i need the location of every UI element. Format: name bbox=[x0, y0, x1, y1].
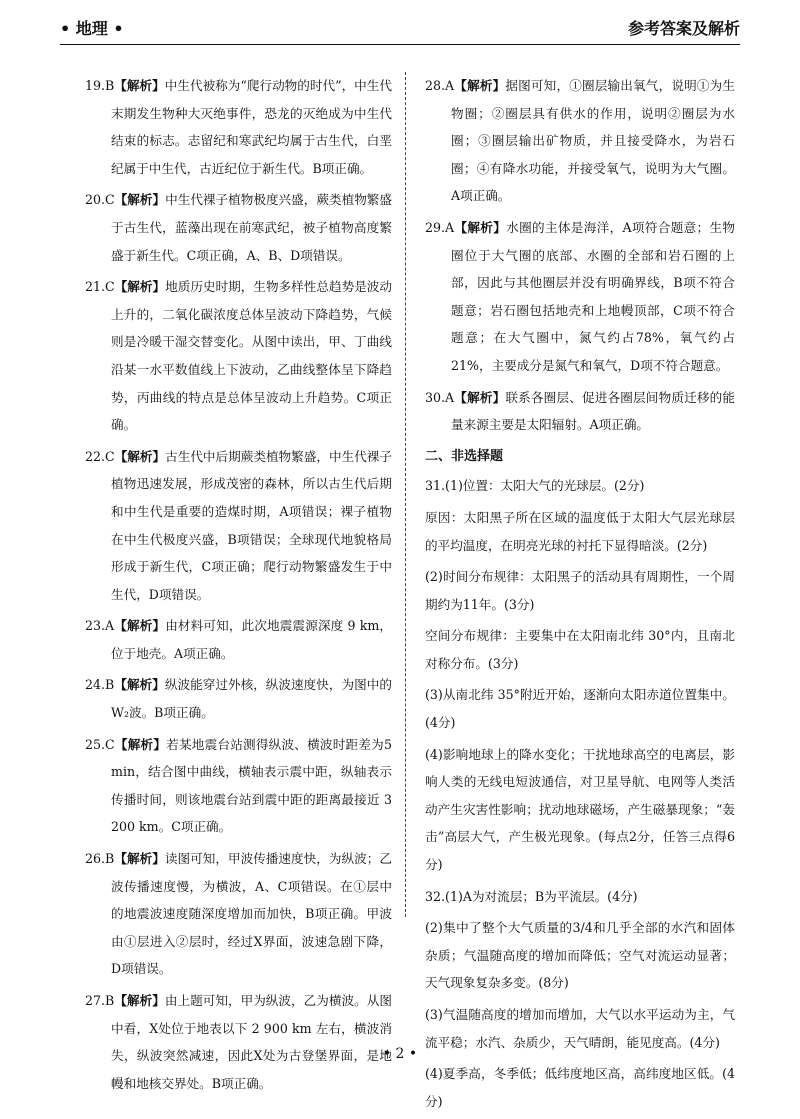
answer-24 bbox=[85, 671, 392, 726]
answer-25 bbox=[85, 731, 392, 841]
analysis-tag: 【解析】 bbox=[114, 279, 166, 295]
answer-text: 古生代中后期蕨类植物繁盛，中生代裸子植物迅速发展，形成茂密的森林，所以古生代后期和中生代是重要的造煤时期，A项错误；裸子植物在中生代极度兴盛，B项错误；全球现代地貌格局形成于新生代，C项正确；爬行动物繁盛发生于中生代，D项错误。 bbox=[111, 448, 393, 602]
answer-text: 据图可知，①圈层输出氧气，说明①为生物圈；②圈层具有供水的作用，说明②圈层为水圈；③圈层输出矿物质，并且接受降水，为岩石圈；④有降水功能，并接受氧气，说明为大气圈。A项正确。 bbox=[451, 78, 736, 204]
analysis-tag: 【解析】 bbox=[114, 993, 165, 1008]
answer-text: 由材料可知，此次地震震源深度 9 km，位于地壳。A项正确。 bbox=[111, 618, 393, 661]
answer-text: 中生代被称为“爬行动物的时代”，中生代末期发生物种大灭绝事件，恐龙的灭绝成为中生代结束的标志。志留纪和寒武纪均属于古生代，白垩纪属于中生代，古近纪位于新生代。B项正确。 bbox=[111, 78, 392, 176]
section-title: 二、非选择题 bbox=[425, 448, 504, 464]
answer-number: 29.A bbox=[425, 219, 455, 235]
analysis-tag: 【解析】 bbox=[454, 78, 506, 93]
left-column bbox=[85, 72, 392, 1101]
answer-23 bbox=[85, 612, 392, 667]
analysis-tag: 【解析】 bbox=[114, 851, 165, 867]
analysis-tag: 【解析】 bbox=[114, 618, 166, 634]
answer-number: 22.C bbox=[85, 448, 115, 464]
header-rule bbox=[60, 44, 740, 45]
answer-28 bbox=[425, 72, 735, 210]
right-column bbox=[425, 72, 735, 1119]
answer-number: 30.A bbox=[425, 389, 455, 405]
answer-19 bbox=[85, 72, 392, 182]
q31-part4: (4)影响地球上的降水变化；干扰地球高空的电离层，影响人类的无线电短波通信，对卫星导航、电网等人类活动产生灾害性影响；扰动地球磁场，产生磁暴现象；“轰击”高层大气，产生极光现象。(每点2分，任答三点得6分) bbox=[425, 746, 735, 873]
analysis-tag: 【解析】 bbox=[114, 192, 166, 208]
analysis-tag: 【解析】 bbox=[114, 677, 165, 693]
answer-number: 20.C bbox=[85, 192, 115, 208]
q32-part2: (2)集中了整个大气质量的3/4和几乎全部的水汽和固体杂质；气温随高度的增加而降低；空气对流运动显著；天气现象复杂多变。(8分) bbox=[425, 920, 735, 991]
answer-text: 地质历史时期，生物多样性总趋势是波动上升的，二氧化碳浓度总体呈波动下降趋势，气候则是冷暖干湿交替变化。从图中读出，甲、丁曲线沿某一水平数值线上下波动，乙曲线整体呈下降趋势，丙曲线的特点是总体呈波动上升趋势。C项正确。 bbox=[111, 279, 393, 433]
analysis-tag: 【解析】 bbox=[454, 219, 507, 235]
answer-text: 纵波能穿过外核，纵波速度快，为图中的W₂波。B项正确。 bbox=[111, 677, 393, 721]
page-number: • 2 • bbox=[382, 1046, 418, 1062]
answer-number: 24.B bbox=[85, 677, 115, 693]
answer-text: 中生代裸子植物极度兴盛，蕨类植物繁盛于古生代，蓝藻出现在前寒武纪，被子植物高度繁盛于新生代。C项正确，A、B、D项错误。 bbox=[111, 192, 393, 263]
analysis-tag: 【解析】 bbox=[114, 448, 166, 464]
q31-reason: 原因：太阳黑子所在区域的温度低于太阳大气层光球层的平均温度，在明亮光球的衬托下显得暗淡。(2分) bbox=[425, 509, 735, 553]
answer-text: 若某地震台站测得纵波、横波时距差为5 min，结合图中曲线，横轴表示震中距，纵轴表示传播时间，则该地震台站到震中距的距离最接近 3 200 km。C项正确。 bbox=[111, 736, 393, 835]
header-title: 参考答案及解析 bbox=[627, 19, 740, 38]
answer-number: 28.A bbox=[425, 78, 455, 93]
q31-part2-space: 空间分布规律：主要集中在太阳南北纬 30°内，且南北对称分布。(3分) bbox=[425, 628, 735, 671]
column-divider bbox=[405, 72, 406, 917]
q32-part4: (4)夏季高，冬季低；低纬度地区高，高纬度地区低。(4分) bbox=[425, 1066, 735, 1109]
answer-21 bbox=[85, 273, 392, 439]
answer-number: 27.B bbox=[85, 993, 115, 1008]
answer-29 bbox=[425, 214, 735, 380]
q31-part3: (3)从南北纬 35°附近开始，逐渐向太阳赤道位置集中。(4分) bbox=[425, 687, 735, 731]
answer-26 bbox=[85, 845, 392, 983]
analysis-tag: 【解析】 bbox=[114, 78, 165, 93]
answer-number: 19.B bbox=[85, 78, 115, 93]
answer-text: 联系各圈层、促进各圈层间物质迁移的能量来源主要是太阳辐射。A项正确。 bbox=[451, 389, 736, 433]
answer-30 bbox=[425, 384, 735, 439]
answer-number: 21.C bbox=[85, 279, 115, 295]
answer-text: 水圈的主体是海洋，A项符合题意；生物圈位于大气圈的底部、水圈的全部和岩石圈的上部，因此与其他圈层并没有明确界线，B项不符合题意；岩石圈包括地壳和上地幔顶部，C项不符合题意；在大气圈中，氮气约占78%，氧气约占21%，主要成分是氮气和氧气，D项不符合题意。 bbox=[451, 219, 735, 373]
answer-number: 26.B bbox=[85, 851, 115, 867]
answer-number: 23.A bbox=[85, 618, 115, 634]
answer-27 bbox=[85, 987, 392, 1097]
answer-text: 由上题可知，甲为纵波，乙为横波。从图中看，X处位于地表以下 2 900 km 左右，横波消失，纵波突然减速，因此X处为古登堡界面，是地幔和地核交界处。B项正确。 bbox=[111, 993, 393, 1091]
q32-part3: (3)气温随高度的增加而增加，大气以水平运动为主，气流平稳；水汽、杂质少，天气晴朗，能见度高。(4分) bbox=[425, 1007, 735, 1050]
header-subject: • 地理 • bbox=[60, 19, 124, 38]
q32-part1: 32.(1)A为对流层；B为平流层。(4分) bbox=[425, 888, 638, 904]
answer-text: 读图可知，甲波传播速度快，为纵波；乙波传播速度慢，为横波，A、C项错误。在①层中的地震波速度随深度增加而加快，B项正确。甲波由①层进入②层时，经过X界面，波速急剧下降，D项错误。 bbox=[111, 851, 393, 977]
q31-part1: 31.(1)位置：太阳大气的光球层。(2分) bbox=[425, 478, 645, 494]
answer-number: 25.C bbox=[85, 736, 115, 752]
analysis-tag: 【解析】 bbox=[454, 389, 506, 405]
analysis-tag: 【解析】 bbox=[114, 736, 167, 752]
answer-22 bbox=[85, 443, 392, 609]
q31-part2-time: (2)时间分布规律：太阳黑子的活动具有周期性，一个周期约为11年。(3分) bbox=[425, 569, 735, 612]
answer-20 bbox=[85, 186, 392, 269]
